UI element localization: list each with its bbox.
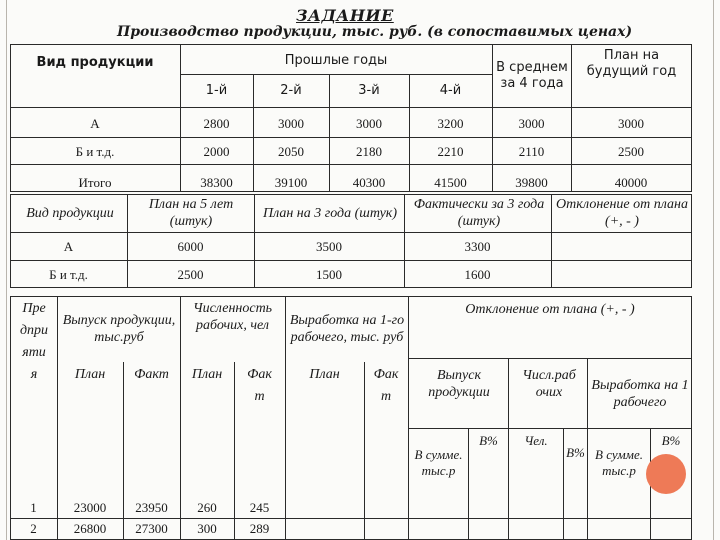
plan-header: План bbox=[191, 366, 223, 382]
table-cell: 26800 bbox=[73, 521, 107, 537]
table-cell: 41500 bbox=[434, 175, 467, 191]
table-cell: 3300 bbox=[464, 238, 491, 254]
table-cell: 40300 bbox=[352, 175, 386, 191]
dev-productivity-header: Выработка на 1 рабочего bbox=[591, 378, 689, 410]
dev-output-header: Выпуск продукции bbox=[428, 368, 490, 400]
col-plan-header: План на будущий год bbox=[586, 48, 677, 79]
col-deviation-header: Отклонение от плана (+, - ) bbox=[465, 301, 635, 317]
table-cell: 289 bbox=[249, 521, 270, 537]
table-row-label: 2 bbox=[30, 521, 37, 537]
in-percent-header: В% bbox=[479, 433, 498, 449]
table-cell: 3500 bbox=[316, 238, 342, 254]
table-row-label: А bbox=[63, 238, 74, 254]
col-productivity-header: Выработка на 1-го рабочего, тыс. руб bbox=[289, 313, 405, 345]
page-subtitle: Производство продукции, тыс. руб. (в сопоставимых ценах) bbox=[117, 24, 633, 40]
table-cell: 2800 bbox=[203, 115, 230, 131]
table-row-label: Итого bbox=[78, 175, 112, 191]
people-header: Чел. bbox=[524, 433, 548, 449]
table-cell: 2050 bbox=[278, 143, 304, 159]
col-avg-header: В среднем за 4 года bbox=[496, 59, 568, 91]
table-cell: 2210 bbox=[437, 143, 464, 159]
table-row-label: А bbox=[90, 115, 100, 131]
col-plan3-header: План на 3 года (штук) bbox=[262, 205, 398, 221]
table-cell: 1500 bbox=[316, 266, 342, 282]
fact-header-line: Фак bbox=[373, 366, 399, 382]
plan-header: План bbox=[309, 366, 340, 382]
col-product-header: Вид продукции bbox=[26, 205, 114, 221]
table-cell: 39100 bbox=[274, 175, 308, 191]
table-cell: 3200 bbox=[437, 115, 464, 131]
in-percent-header: В% bbox=[661, 433, 681, 449]
table-cell: 300 bbox=[197, 521, 217, 537]
col-staff-header: Численность рабочих, чел bbox=[192, 301, 273, 333]
table-cell: 260 bbox=[197, 499, 217, 515]
enterprise-header-line: яти bbox=[22, 344, 46, 360]
col-plan5-header: План на 5 лет (штук) bbox=[148, 197, 234, 229]
enterprise-header-line: дпри bbox=[19, 322, 49, 338]
table-cell: 6000 bbox=[177, 238, 204, 254]
col-product-header: Вид продукции bbox=[36, 55, 154, 71]
table-cell: 23000 bbox=[73, 499, 107, 515]
plan-header: План bbox=[74, 366, 106, 382]
table-cell: 3000 bbox=[518, 115, 545, 131]
page-title: ЗАДАНИЕ bbox=[296, 6, 394, 25]
year-1-header: 1-й bbox=[205, 82, 228, 98]
table-row-label: Б и т.д. bbox=[75, 143, 115, 159]
col-output-header: Выпуск продукции, тыс.руб bbox=[62, 313, 176, 345]
table-cell: 2000 bbox=[203, 143, 230, 159]
table-row-label: Б и т.д. bbox=[49, 266, 88, 282]
decorative-orange-circle bbox=[646, 454, 686, 494]
table-cell: 3000 bbox=[618, 115, 644, 131]
enterprise-header-line: я bbox=[30, 366, 38, 382]
dev-staff-header: Числ.раб очих bbox=[522, 368, 576, 400]
fact-header-line: т bbox=[254, 388, 265, 404]
fact-header-line: т bbox=[380, 388, 392, 404]
col-fact3-header: Фактически за 3 года (штук) bbox=[413, 197, 545, 229]
table-cell: 2180 bbox=[356, 143, 382, 159]
table-cell: 1600 bbox=[464, 266, 491, 282]
in-percent-header: В% bbox=[566, 445, 585, 461]
col-deviation-header: Отклонение от плана (+, - ) bbox=[556, 197, 688, 229]
year-2-header: 2-й bbox=[280, 82, 302, 98]
table-row-label: 1 bbox=[30, 499, 37, 515]
col-past-years-header: Прошлые годы bbox=[284, 53, 388, 69]
year-4-header: 4-й bbox=[439, 82, 462, 98]
table-cell: 39800 bbox=[515, 175, 548, 191]
table-cell: 3000 bbox=[356, 115, 382, 131]
table-cell: 2110 bbox=[518, 143, 545, 159]
table-cell: 245 bbox=[249, 499, 270, 515]
table-cell: 23950 bbox=[135, 499, 168, 515]
in-sum-header: В сумме. тыс.р bbox=[595, 447, 643, 478]
fact-header: Факт bbox=[134, 366, 169, 382]
table-cell: 27300 bbox=[135, 521, 168, 537]
table-cell: 40000 bbox=[614, 175, 648, 191]
in-sum-header: В сумме. тыс.р bbox=[414, 447, 463, 478]
table-cell: 3000 bbox=[278, 115, 304, 131]
fact-header-line: Фак bbox=[247, 366, 272, 382]
enterprise-header-line: Пре bbox=[22, 300, 46, 316]
slide-frame-left bbox=[6, 0, 7, 540]
year-3-header: 3-й bbox=[358, 82, 380, 98]
slide-frame-right bbox=[713, 0, 714, 540]
table-cell: 38300 bbox=[200, 175, 233, 191]
table-cell: 2500 bbox=[618, 143, 644, 159]
table-cell: 2500 bbox=[177, 266, 204, 282]
